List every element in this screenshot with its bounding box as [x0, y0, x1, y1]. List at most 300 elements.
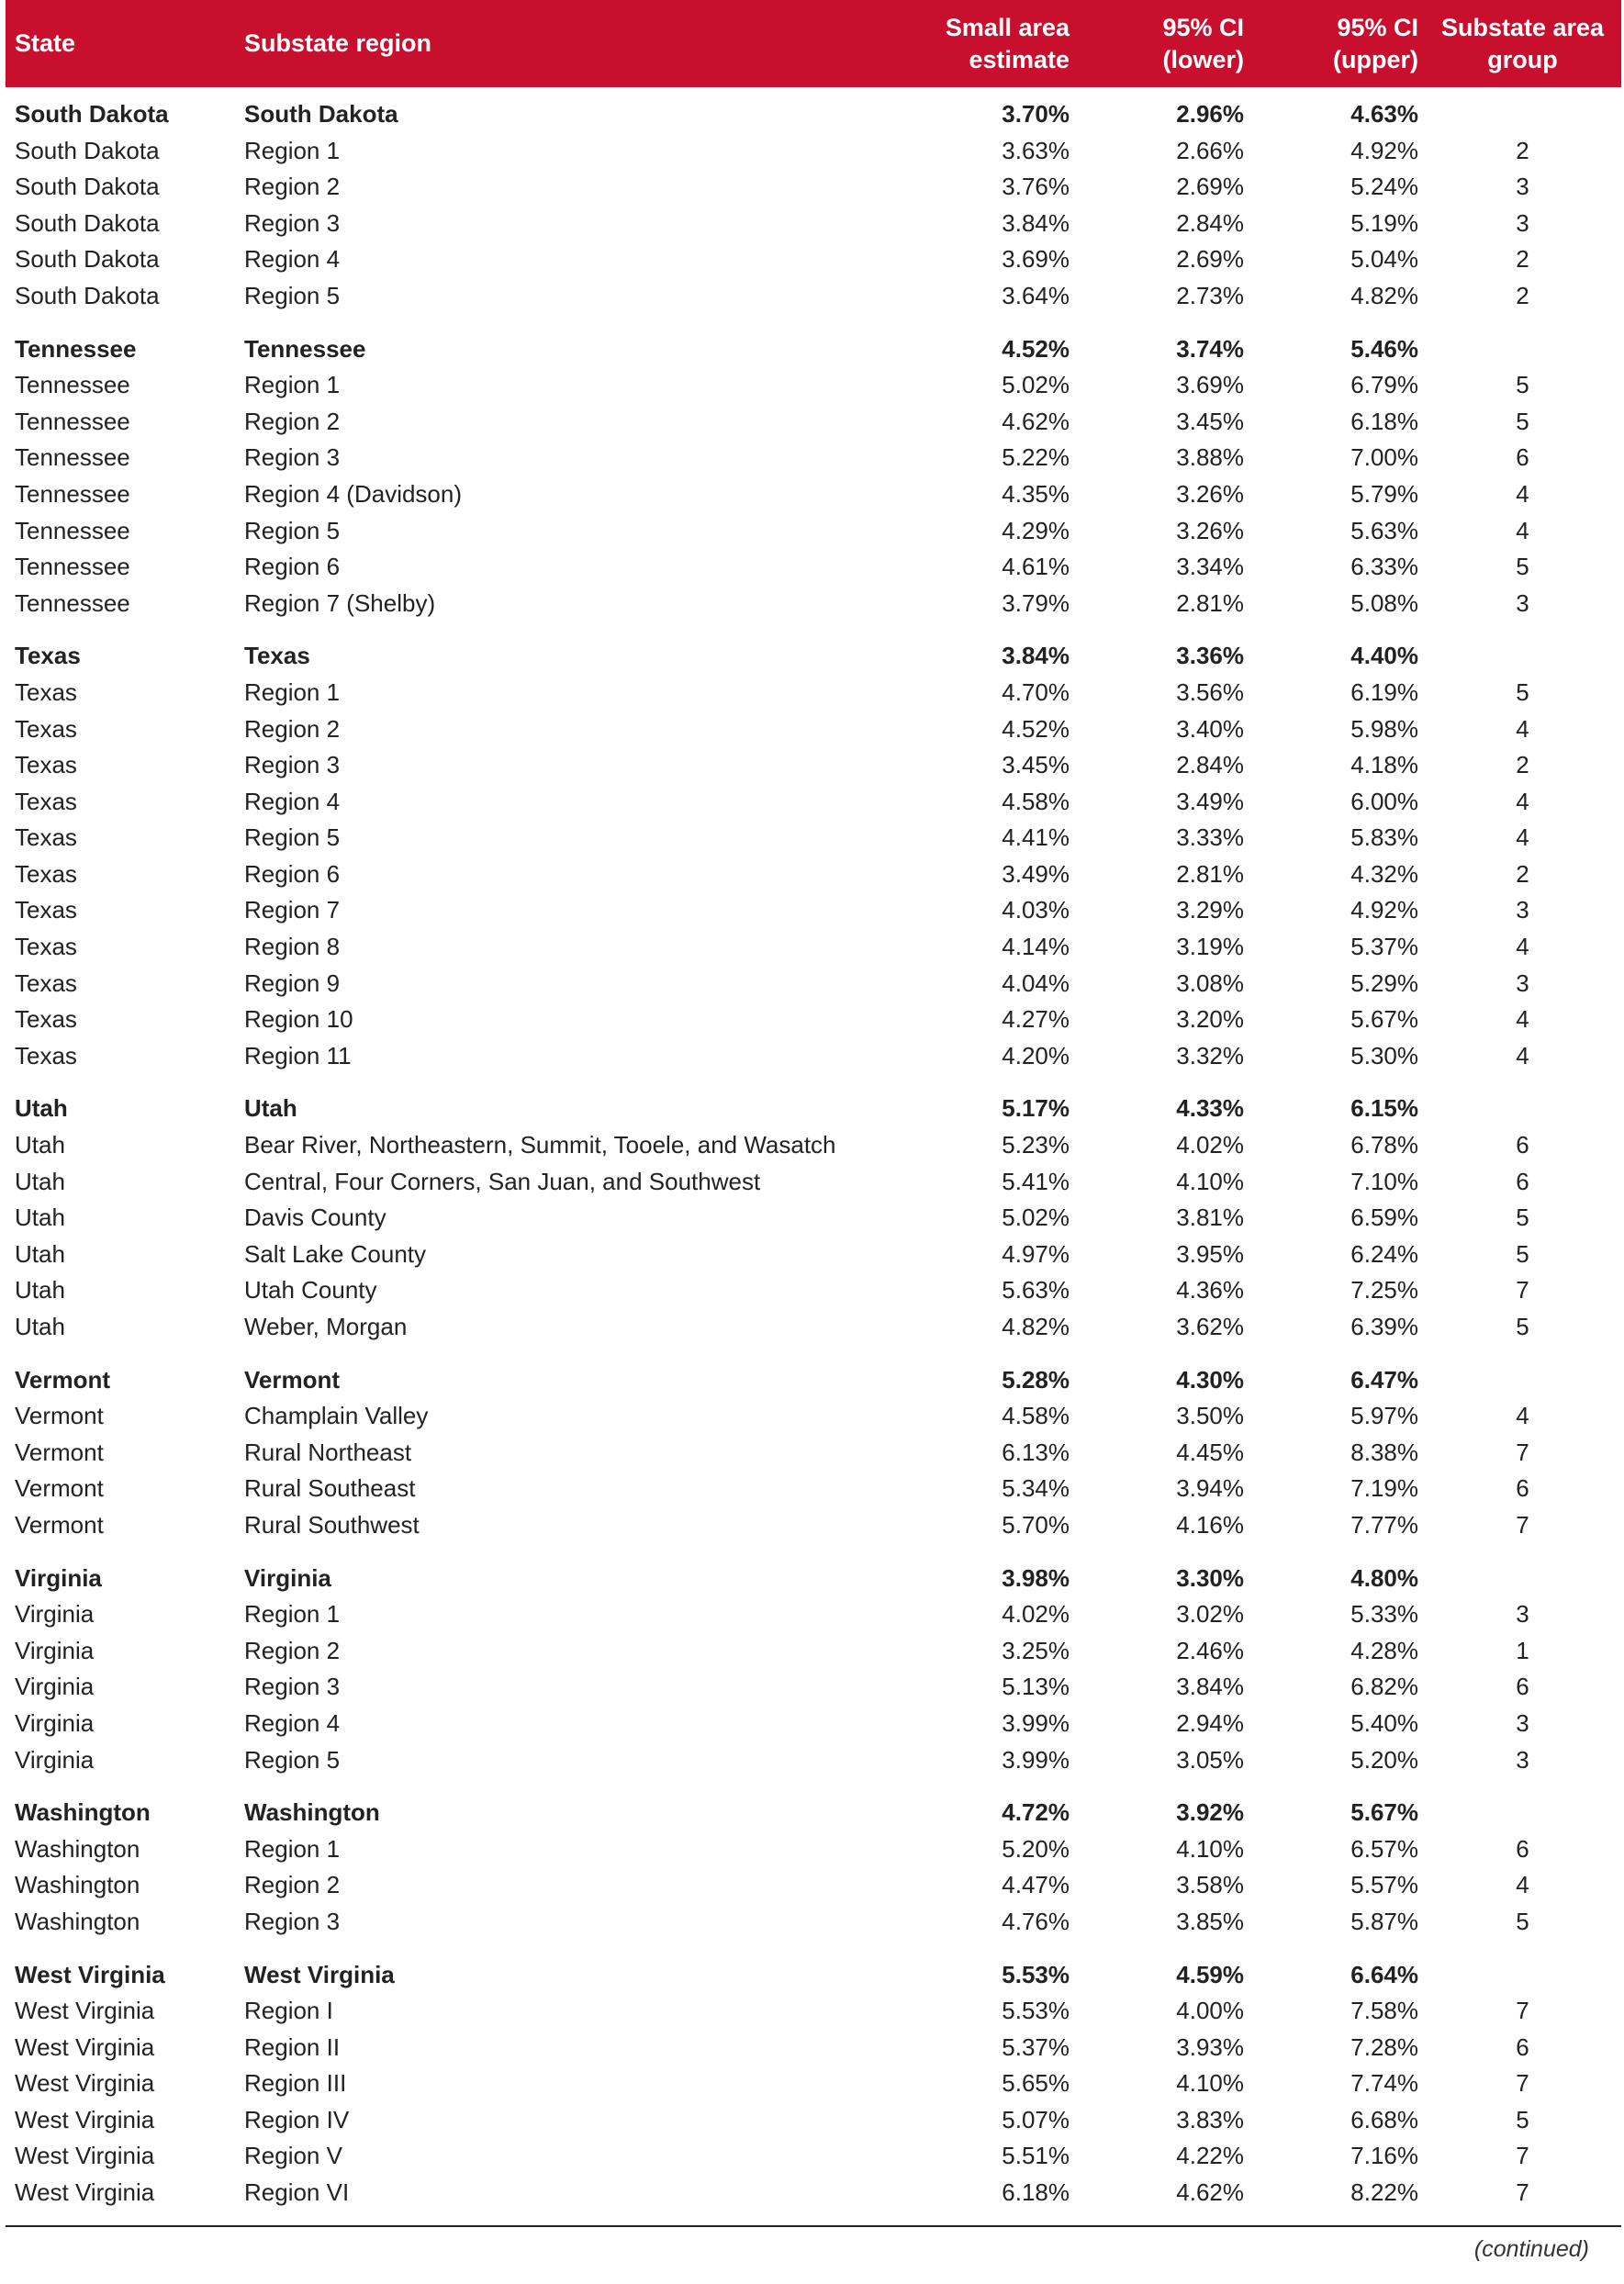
state-cell: Washington [15, 1834, 140, 1863]
table-row [6, 1993, 1621, 2030]
group-spacer [6, 1544, 1621, 1561]
table-row [6, 892, 1621, 929]
region-cell: Region 5 [244, 823, 341, 852]
ci-lower-cell: 3.92% [1176, 1798, 1244, 1827]
region-cell: West Virginia [244, 1960, 395, 1988]
group-cell: 3 [1516, 968, 1529, 997]
group-spacer [6, 315, 1621, 331]
region-cell: Virginia [244, 1563, 331, 1592]
ci-lower-cell: 3.26% [1176, 479, 1244, 508]
table-row [6, 278, 1621, 315]
ci-lower-cell: 3.62% [1176, 1313, 1244, 1340]
estimate-cell: 3.69% [1002, 245, 1070, 274]
state-cell: West Virginia [15, 1997, 155, 2025]
table-row [6, 1002, 1621, 1038]
group-cell: 4 [1516, 787, 1529, 815]
estimate-cell: 5.53% [1002, 1997, 1070, 2025]
state-cell: Texas [15, 787, 77, 815]
region-cell: Region 6 [244, 859, 341, 888]
estimate-cell: 3.70% [1002, 100, 1070, 128]
region-cell: Region 11 [244, 1041, 352, 1069]
estimate-cell: 5.07% [1002, 2105, 1070, 2133]
state-cell: Virginia [15, 1636, 95, 1664]
state-cell: Tennessee [15, 407, 130, 435]
ci-lower-cell: 3.26% [1176, 516, 1244, 544]
ci-upper-cell: 4.63% [1350, 100, 1418, 128]
region-cell: Davis County [244, 1204, 386, 1232]
ci-lower-cell: 3.36% [1176, 642, 1244, 670]
group-cell [1424, 638, 1621, 675]
region-cell: Region IV [244, 2105, 350, 2133]
ci-upper-cell: 6.24% [1350, 1239, 1418, 1268]
state-cell: West Virginia [15, 2178, 155, 2207]
ci-lower-cell: 3.19% [1176, 933, 1244, 961]
region-cell: Region 1 [244, 1834, 341, 1863]
region-cell: Rural Southwest [244, 1510, 420, 1539]
table-row [6, 206, 1621, 242]
estimate-cell: 4.52% [1002, 714, 1070, 743]
estimate-cell: 4.02% [1002, 1600, 1070, 1629]
group-cell: 6 [1516, 1167, 1529, 1195]
table-row [6, 549, 1621, 586]
ci-upper-cell: 4.80% [1350, 1563, 1418, 1592]
table-row [6, 133, 1621, 170]
ci-lower-cell: 4.10% [1176, 2069, 1244, 2098]
estimate-cell: 5.28% [1002, 1365, 1070, 1394]
ci-upper-cell: 5.20% [1350, 1745, 1418, 1774]
ci-upper-cell: 6.19% [1350, 677, 1418, 706]
ci-upper-cell: 5.63% [1350, 516, 1418, 544]
region-cell: Region 7 [244, 896, 341, 924]
ci-lower-cell: 3.69% [1176, 371, 1244, 399]
region-cell: Region 4 [244, 1708, 341, 1737]
estimate-cell: 6.18% [1002, 2178, 1070, 2207]
estimate-cell: 4.58% [1002, 1402, 1070, 1430]
region-cell: Rural Northeast [244, 1438, 412, 1466]
ci-upper-cell: 7.00% [1350, 443, 1418, 472]
estimate-cell: 4.58% [1002, 787, 1070, 815]
ci-upper-cell: 5.19% [1350, 208, 1418, 237]
ci-upper-cell: 7.25% [1350, 1276, 1418, 1304]
ci-upper-cell: 5.30% [1350, 1041, 1418, 1069]
estimate-cell: 4.29% [1002, 516, 1070, 544]
estimate-cell: 4.20% [1002, 1041, 1070, 1069]
group-cell: 5 [1516, 1313, 1529, 1340]
ci-upper-cell: 4.28% [1350, 1636, 1418, 1664]
ci-lower-cell: 3.84% [1176, 1673, 1244, 1701]
region-cell: Region II [244, 2032, 341, 2061]
estimate-cell: 4.62% [1002, 407, 1070, 435]
group-cell: 4 [1516, 933, 1529, 961]
estimate-cell: 5.51% [1002, 2142, 1070, 2170]
header-region: Substate region [235, 0, 914, 87]
ci-lower-cell: 4.62% [1176, 2178, 1244, 2207]
state-cell: Washington [15, 1871, 140, 1899]
table-row [6, 1164, 1621, 1201]
ci-upper-cell: 6.57% [1350, 1834, 1418, 1863]
group-cell: 7 [1516, 2142, 1529, 2170]
state-cell: Washington [15, 1798, 151, 1827]
state-cell: Washington [15, 1907, 140, 1935]
region-cell: Region 9 [244, 968, 341, 997]
group-cell: 6 [1516, 1834, 1529, 1863]
ci-upper-cell: 5.98% [1350, 714, 1418, 743]
region-cell: Region 3 [244, 443, 341, 472]
group-cell: 6 [1516, 1131, 1529, 1159]
estimate-cell: 3.64% [1002, 281, 1070, 309]
region-cell: Bear River, Northeastern, Summit, Tooele, and Wasatch [244, 1131, 836, 1159]
region-cell: Region 5 [244, 516, 341, 544]
header-estimate: Small area estimate [914, 0, 1075, 87]
table-row [6, 929, 1621, 966]
group-cell: 4 [1516, 1041, 1529, 1069]
region-cell: Washington [244, 1798, 380, 1827]
ci-lower-cell: 3.94% [1176, 1474, 1244, 1503]
table-row [6, 2102, 1621, 2139]
state-cell: West Virginia [15, 1960, 165, 1988]
region-cell: Salt Lake County [244, 1239, 427, 1268]
ci-lower-cell: 3.56% [1176, 677, 1244, 706]
region-cell: Region 10 [244, 1005, 353, 1034]
group-spacer-cell [6, 621, 1621, 638]
group-spacer [6, 87, 1621, 96]
state-cell: Texas [15, 1005, 77, 1034]
estimate-cell: 5.41% [1002, 1167, 1070, 1195]
group-cell: 4 [1516, 1005, 1529, 1034]
ci-lower-cell: 2.81% [1176, 588, 1244, 617]
group-cell: 3 [1516, 588, 1529, 617]
state-cell: Utah [15, 1313, 65, 1340]
group-cell: 4 [1516, 1402, 1529, 1430]
ci-upper-cell: 5.33% [1350, 1600, 1418, 1629]
group-cell [1424, 1795, 1621, 1831]
group-cell: 2 [1516, 281, 1529, 309]
state-cell: West Virginia [15, 2142, 155, 2170]
table-row [6, 1038, 1621, 1075]
region-cell: Champlain Valley [244, 1402, 429, 1430]
ci-upper-cell: 4.92% [1350, 136, 1418, 164]
ci-upper-cell: 5.08% [1350, 588, 1418, 617]
group-cell: 2 [1516, 751, 1529, 779]
group-spacer [6, 1074, 1621, 1091]
estimate-cell: 3.98% [1002, 1563, 1070, 1592]
ci-upper-cell: 5.24% [1350, 173, 1418, 201]
estimate-cell: 5.63% [1002, 1276, 1070, 1304]
group-cell [1424, 1091, 1621, 1127]
ci-lower-cell: 4.02% [1176, 1131, 1244, 1159]
estimate-cell: 3.99% [1002, 1708, 1070, 1737]
state-cell: Vermont [15, 1510, 104, 1539]
region-cell: Region 3 [244, 1907, 341, 1935]
estimate-cell: 3.49% [1002, 859, 1070, 888]
ci-upper-cell: 5.83% [1350, 823, 1418, 852]
state-cell: Utah [15, 1276, 65, 1304]
state-cell: Texas [15, 751, 77, 779]
state-cell: Utah [15, 1094, 68, 1123]
state-cell: Vermont [15, 1474, 104, 1503]
ci-upper-cell: 6.33% [1350, 553, 1418, 581]
table-row [6, 1507, 1621, 1544]
region-cell: Weber, Morgan [244, 1313, 408, 1340]
state-cell: Tennessee [15, 334, 137, 363]
table-row [6, 675, 1621, 711]
group-cell [1424, 331, 1621, 368]
ci-upper-cell: 7.74% [1350, 2069, 1418, 2098]
region-cell: Region 3 [244, 1673, 341, 1701]
state-cell: Utah [15, 1167, 65, 1195]
group-cell: 2 [1516, 245, 1529, 274]
region-cell: Region 3 [244, 751, 341, 779]
ci-lower-cell: 2.46% [1176, 1636, 1244, 1664]
state-cell: Texas [15, 933, 77, 961]
state-cell: Tennessee [15, 443, 130, 472]
estimate-cell: 3.76% [1002, 173, 1070, 201]
estimate-cell: 3.84% [1002, 208, 1070, 237]
state-cell: Virginia [15, 1745, 95, 1774]
ci-lower-cell: 2.81% [1176, 859, 1244, 888]
ci-lower-cell: 3.05% [1176, 1745, 1244, 1774]
region-cell: Region 2 [244, 407, 341, 435]
state-cell: South Dakota [15, 173, 160, 201]
ci-upper-cell: 6.47% [1350, 1365, 1418, 1394]
group-cell: 6 [1516, 443, 1529, 472]
group-cell: 4 [1516, 479, 1529, 508]
table-row [6, 169, 1621, 206]
estimate-cell: 4.04% [1002, 968, 1070, 997]
state-cell: South Dakota [15, 136, 160, 164]
region-cell: Region 1 [244, 371, 341, 399]
group-spacer [6, 1941, 1621, 1957]
bottom-rule [6, 2225, 1621, 2227]
group-cell: 5 [1516, 371, 1529, 399]
region-cell: Vermont [244, 1365, 341, 1394]
ci-upper-cell: 7.19% [1350, 1474, 1418, 1503]
state-cell: Utah [15, 1204, 65, 1232]
state-cell: West Virginia [15, 2069, 155, 2098]
estimate-cell: 4.72% [1002, 1798, 1070, 1827]
state-cell: South Dakota [15, 281, 160, 309]
ci-upper-cell: 5.37% [1350, 933, 1418, 961]
state-total-row [6, 96, 1621, 133]
ci-upper-cell: 6.68% [1350, 2105, 1418, 2133]
ci-upper-cell: 6.82% [1350, 1673, 1418, 1701]
region-cell: Region III [244, 2069, 347, 2098]
table-row [6, 1706, 1621, 1742]
estimate-cell: 5.22% [1002, 443, 1070, 472]
ci-lower-cell: 4.10% [1176, 1167, 1244, 1195]
ci-upper-cell: 8.22% [1350, 2178, 1418, 2207]
ci-lower-cell: 4.36% [1176, 1276, 1244, 1304]
group-cell: 6 [1516, 1673, 1529, 1701]
ci-lower-cell: 4.30% [1176, 1365, 1244, 1394]
region-cell: Region VI [244, 2178, 350, 2207]
group-cell: 5 [1516, 2105, 1529, 2133]
ci-upper-cell: 5.79% [1350, 479, 1418, 508]
ci-lower-cell: 4.45% [1176, 1438, 1244, 1466]
group-cell [1424, 1561, 1621, 1597]
table-row [6, 476, 1621, 513]
ci-lower-cell: 4.10% [1176, 1834, 1244, 1863]
table-row [6, 1398, 1621, 1435]
ci-lower-cell: 2.69% [1176, 245, 1244, 274]
table-row [6, 1200, 1621, 1237]
table-row [6, 404, 1621, 441]
state-cell: Texas [15, 677, 77, 706]
estimate-cell: 3.99% [1002, 1745, 1070, 1774]
table-row [6, 2175, 1621, 2211]
estimate-cell: 5.02% [1002, 1204, 1070, 1232]
group-cell: 4 [1516, 714, 1529, 743]
ci-lower-cell: 3.83% [1176, 2105, 1244, 2133]
ci-lower-cell: 3.08% [1176, 968, 1244, 997]
estimate-cell: 4.82% [1002, 1313, 1070, 1340]
state-cell: South Dakota [15, 100, 169, 128]
ci-lower-cell: 3.58% [1176, 1871, 1244, 1899]
table-row [6, 856, 1621, 893]
region-cell: Region 6 [244, 553, 341, 581]
group-cell: 6 [1516, 2032, 1529, 2061]
estimate-cell: 4.70% [1002, 677, 1070, 706]
state-cell: Virginia [15, 1600, 95, 1629]
ci-upper-cell: 6.59% [1350, 1204, 1418, 1232]
table-row [6, 747, 1621, 784]
table-row [6, 513, 1621, 550]
estimate-cell: 4.76% [1002, 1907, 1070, 1935]
ci-upper-cell: 6.00% [1350, 787, 1418, 815]
table-row [6, 1633, 1621, 1670]
group-cell: 3 [1516, 173, 1529, 201]
ci-lower-cell: 3.30% [1176, 1563, 1244, 1592]
ci-upper-cell: 5.04% [1350, 245, 1418, 274]
estimates-table [6, 0, 1621, 2211]
group-cell: 6 [1516, 1474, 1529, 1503]
group-cell: 1 [1516, 1636, 1529, 1664]
group-cell: 7 [1516, 2069, 1529, 2098]
group-spacer-cell [6, 1074, 1621, 1091]
continued-note: (continued) [1473, 2236, 1589, 2262]
state-total-row [6, 1561, 1621, 1597]
table-row [6, 440, 1621, 476]
ci-upper-cell: 8.38% [1350, 1438, 1418, 1466]
state-cell: Texas [15, 642, 81, 670]
ci-lower-cell: 3.45% [1176, 407, 1244, 435]
ci-upper-cell: 7.77% [1350, 1510, 1418, 1539]
group-cell: 7 [1516, 1997, 1529, 2025]
estimate-cell: 3.45% [1002, 751, 1070, 779]
group-cell [1424, 1957, 1621, 1994]
ci-upper-cell: 5.67% [1350, 1005, 1418, 1034]
state-cell: Vermont [15, 1365, 111, 1394]
ci-upper-cell: 7.16% [1350, 2142, 1418, 2170]
region-cell: Region 2 [244, 173, 341, 201]
ci-lower-cell: 4.22% [1176, 2142, 1244, 2170]
region-cell: Region 3 [244, 208, 341, 237]
group-cell: 7 [1516, 1276, 1529, 1304]
table-row [6, 2030, 1621, 2066]
region-cell: Texas [244, 642, 310, 670]
state-cell: Utah [15, 1239, 65, 1268]
estimate-cell: 4.41% [1002, 823, 1070, 852]
ci-upper-cell: 4.18% [1350, 751, 1418, 779]
estimate-cell: 5.20% [1002, 1834, 1070, 1863]
state-cell: Texas [15, 968, 77, 997]
group-cell: 3 [1516, 208, 1529, 237]
ci-lower-cell: 2.66% [1176, 136, 1244, 164]
region-cell: Rural Southeast [244, 1474, 416, 1503]
region-cell: Region I [244, 1997, 333, 2025]
table-row [6, 784, 1621, 821]
table-row [6, 1596, 1621, 1633]
state-cell: Virginia [15, 1673, 95, 1701]
estimate-cell: 5.02% [1002, 371, 1070, 399]
ci-lower-cell: 3.29% [1176, 896, 1244, 924]
ci-upper-cell: 4.40% [1350, 642, 1418, 670]
group-cell: 7 [1516, 2178, 1529, 2207]
table-header [6, 0, 1621, 87]
region-cell: Region 5 [244, 281, 341, 309]
ci-lower-cell: 3.88% [1176, 443, 1244, 472]
state-cell: Tennessee [15, 479, 130, 508]
state-cell: South Dakota [15, 208, 160, 237]
state-total-row [6, 331, 1621, 368]
header-state: State [6, 0, 235, 87]
group-cell: 5 [1516, 1239, 1529, 1268]
group-cell: 5 [1516, 553, 1529, 581]
group-cell: 3 [1516, 896, 1529, 924]
state-total-row [6, 1091, 1621, 1127]
ci-upper-cell: 4.32% [1350, 859, 1418, 888]
ci-upper-cell: 5.57% [1350, 1871, 1418, 1899]
table-row [6, 820, 1621, 856]
group-spacer-cell [6, 87, 1621, 96]
state-cell: Tennessee [15, 371, 130, 399]
ci-lower-cell: 4.16% [1176, 1510, 1244, 1539]
ci-upper-cell: 5.97% [1350, 1402, 1418, 1430]
ci-upper-cell: 6.78% [1350, 1131, 1418, 1159]
state-cell: Tennessee [15, 553, 130, 581]
estimate-cell: 5.23% [1002, 1131, 1070, 1159]
ci-lower-cell: 3.95% [1176, 1239, 1244, 1268]
ci-lower-cell: 2.84% [1176, 208, 1244, 237]
group-cell: 5 [1516, 407, 1529, 435]
ci-lower-cell: 3.32% [1176, 1041, 1244, 1069]
ci-lower-cell: 3.40% [1176, 714, 1244, 743]
ci-lower-cell: 4.59% [1176, 1960, 1244, 1988]
region-cell: Region 1 [244, 677, 341, 706]
state-cell: Texas [15, 1041, 77, 1069]
state-cell: Virginia [15, 1708, 95, 1737]
state-total-row [6, 638, 1621, 675]
table-row [6, 586, 1621, 622]
group-cell: 3 [1516, 1600, 1529, 1629]
ci-lower-cell: 2.69% [1176, 173, 1244, 201]
table-row [6, 1742, 1621, 1779]
region-cell: Central, Four Corners, San Juan, and Southwest [244, 1167, 761, 1195]
group-cell: 5 [1516, 1907, 1529, 1935]
region-cell: Region 4 (Davidson) [244, 479, 463, 508]
region-cell: Region 1 [244, 1600, 341, 1629]
state-cell: West Virginia [15, 2105, 155, 2133]
table-row [6, 1435, 1621, 1472]
region-cell: Tennessee [244, 334, 366, 363]
state-cell: Tennessee [15, 588, 130, 617]
estimate-cell: 3.63% [1002, 136, 1070, 164]
region-cell: Region 2 [244, 1636, 341, 1664]
group-cell [1424, 96, 1621, 133]
estimate-cell: 3.25% [1002, 1636, 1070, 1664]
ci-upper-cell: 7.28% [1350, 2032, 1418, 2061]
table-row [6, 1831, 1621, 1868]
